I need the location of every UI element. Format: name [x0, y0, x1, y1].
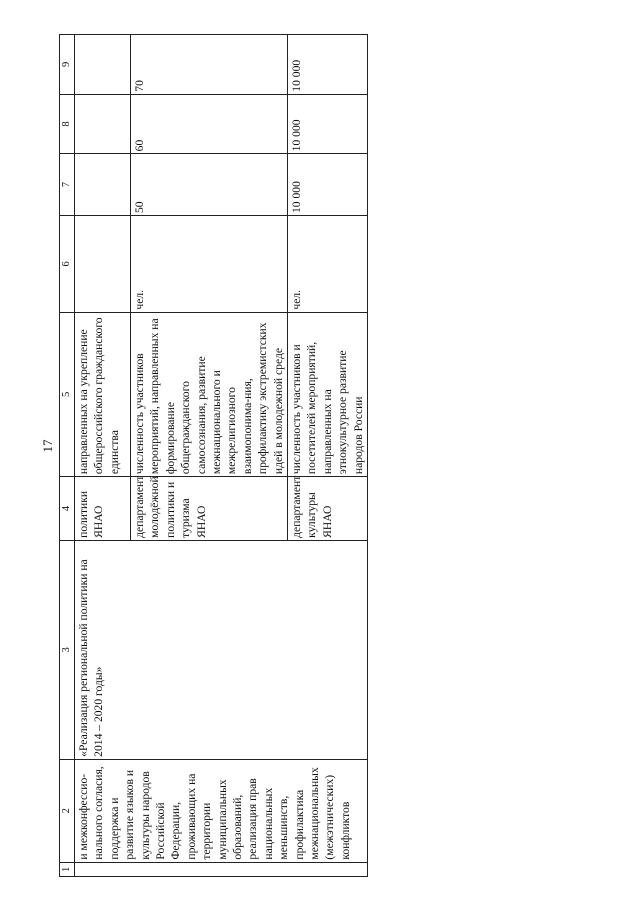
header-col-5: 5 [60, 312, 75, 476]
unit-cell: чел. [130, 216, 287, 313]
dept-cell: департамент молодёжной политики и туризма ЯНАО [130, 477, 287, 541]
table-row [74, 35, 130, 877]
unit-cell: чел. [288, 216, 368, 313]
header-col-2: 2 [60, 759, 75, 862]
value-2019-cell: 10 000 [288, 94, 368, 154]
value-2020-cell: 70 [130, 35, 287, 95]
col2-cell: и межконфессио-нального согласия, поддержка и развитие языков и культуры народов Российской Федерации, проживающих на территории муниципальных образований, реализация прав национальных меньшинств, профилактика межнациональных (межэтнических) конфликтов [74, 759, 367, 862]
col1-cell [74, 862, 367, 876]
dept-cell: политики ЯНАО [74, 477, 130, 541]
header-col-1: 1 [60, 862, 75, 876]
indicator-cell: направленных на укрепление общероссийского гражданского единства [74, 312, 130, 476]
unit-cell [74, 216, 130, 313]
value-2018-cell: 10 000 [288, 154, 368, 216]
value-2020-cell: 10 000 [288, 35, 368, 95]
value-2020-cell [74, 35, 130, 95]
header-col-9: 9 [60, 35, 75, 95]
value-2019-cell [74, 94, 130, 154]
header-row [60, 35, 75, 877]
value-2018-cell [74, 154, 130, 216]
header-col-4: 4 [60, 477, 75, 541]
header-col-7: 7 [60, 154, 75, 216]
dept-cell: департамент культуры ЯНАО [288, 477, 368, 541]
indicator-cell: численность участников мероприятий, направленных на формирование общегражданского самосознания, развитие межнационального и межрелигиозного взаимопонима-ния, профилактику экстремистских идей в молодежной среде [130, 312, 287, 476]
program-indicators-table [59, 34, 368, 877]
value-2018-cell: 50 [130, 154, 287, 216]
header-col-6: 6 [60, 216, 75, 313]
rotated-table-container [59, 34, 365, 877]
header-col-3: 3 [60, 540, 75, 759]
indicator-cell: численность участников и посетителей мероприятий, направленных на этнокультурное развитие народов России [288, 312, 368, 476]
header-col-8: 8 [60, 94, 75, 154]
value-2019-cell: 60 [130, 94, 287, 154]
page-number: 17 [40, 439, 55, 453]
col3-cell: «Реализация региональной политики на 2014 – 2020 годы» [74, 540, 367, 759]
